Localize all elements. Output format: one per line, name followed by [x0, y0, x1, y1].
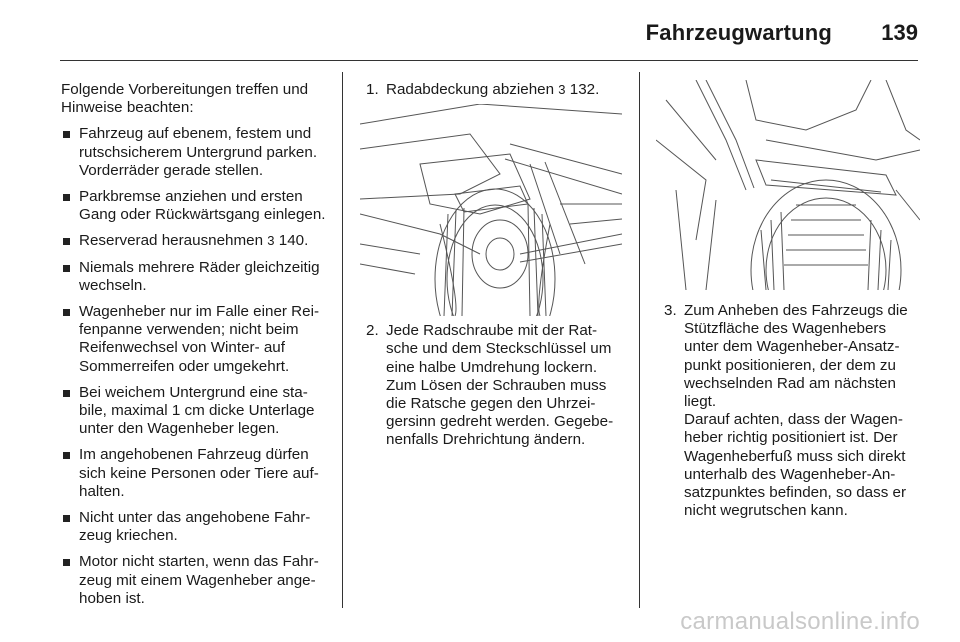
bullet-item — [61, 259, 329, 295]
page-reference[interactable]: 140. — [278, 232, 309, 250]
step-1 — [366, 81, 624, 99]
bullet-item — [61, 232, 329, 250]
bullet-text: Motor nicht starten, wenn das Fahrzeug mit einem Wagenheber angehoben ist. — [79, 553, 319, 607]
bullet-text: Niemals mehrere Räder gleichzeitig wechseln. — [79, 258, 320, 294]
bullet-item — [61, 553, 329, 608]
intro-text: Folgende Vorbereitungen treffen und Hinweise beachten: — [61, 81, 309, 117]
step-2 — [366, 322, 624, 449]
bullet-item — [61, 446, 329, 501]
bullet-item — [61, 303, 329, 376]
column-divider-left — [342, 72, 343, 608]
jack-position-drawing — [656, 80, 920, 290]
illustration-jack-position — [656, 80, 920, 290]
step-number: 1. — [366, 81, 379, 98]
step-text: Radabdeckung abziehen — [386, 81, 555, 98]
section-title: Fahrzeugwartung — [645, 20, 832, 45]
header-rule — [60, 60, 918, 61]
page-reference-arrow-icon[interactable]: 3 — [267, 233, 275, 249]
wheel-ratchet-drawing — [360, 104, 622, 316]
bullet-text: Parkbremse anziehen und ersten Gang oder Rückwärtsgang einlegen. — [79, 188, 326, 224]
bullet-item — [61, 125, 329, 180]
watermark-text: carmanualsonline.info — [680, 608, 920, 635]
step-3 — [664, 302, 922, 411]
bullet-item — [61, 509, 329, 545]
bullet-text: Wagenheber nur im Falle einer Reifenpanne verwenden; nicht beim Reifenwechsel von Winter- auf Sommerreifen oder umgekehrt. — [79, 303, 320, 375]
bullet-text: Fahrzeug auf ebenem, festem und rutschsicherem Untergrund parken. Vorderräder gerade stellen. — [79, 125, 318, 179]
page-reference-arrow-icon[interactable]: 3 — [558, 82, 566, 97]
page-number: 139 — [881, 20, 918, 45]
bullet-text: Im angehobenen Fahrzeug dürfen sich keine Personen oder Tiere aufhalten. — [79, 446, 319, 500]
column-divider-right — [639, 72, 640, 608]
left-column — [61, 81, 329, 608]
illustration-wheel-ratchet — [360, 104, 622, 316]
step-number: 3. — [664, 302, 677, 319]
step-text: Jede Radschraube mit der Ratsche und dem Steckschlüssel um eine halbe Umdrehung lockern. Zum Lösen der Schrauben muss die Ratsche gegen den Uhrzeigersinn gedreht werden. Gegebenenfalls Drehrichtung ändern. — [386, 322, 614, 449]
page-reference[interactable]: 132. — [569, 81, 600, 98]
bullet-text: Nicht unter das angehobene Fahrzeug kriechen. — [79, 509, 311, 545]
bullet-item — [61, 188, 329, 224]
bullet-text: Reserverad herausnehmen — [79, 232, 264, 250]
step-text: Zum Anheben des Fahrzeugs die Stützfläche des Wagenhebers unter dem Wagenheber-Ansatzpunkt positionieren, der dem zu wechselnden Rad am nächsten liegt. — [684, 302, 908, 411]
step-number: 2. — [366, 322, 379, 340]
right-column — [664, 302, 922, 520]
step-3-note: Darauf achten, dass der Wagenheber richtig positioniert ist. Der Wagenheberfuß muss sich direkt unterhalb des Wagenheber-Ansatzpunktes befinden, so dass er nicht wegrutschen kann. — [684, 411, 907, 520]
bullet-item — [61, 384, 329, 439]
bullet-text: Bei weichem Untergrund eine stabile, maximal 1 cm dicke Unterlage unter den Wagenheber legen. — [79, 383, 315, 438]
